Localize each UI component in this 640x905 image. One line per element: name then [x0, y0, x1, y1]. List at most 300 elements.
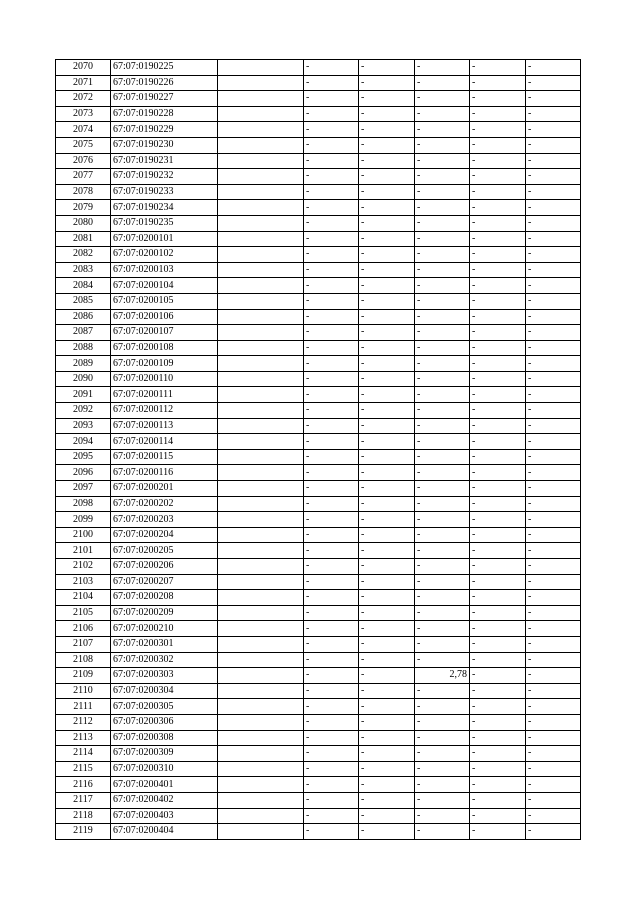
value-cell: - [526, 699, 581, 715]
value-cell: - [526, 387, 581, 403]
value-cell: - [415, 340, 470, 356]
row-number-cell: 2117 [56, 792, 111, 808]
value-cell: - [304, 325, 359, 341]
table-row [56, 808, 581, 824]
value-cell: - [359, 340, 415, 356]
value-cell: - [470, 683, 526, 699]
row-number-cell: 2092 [56, 403, 111, 419]
cadastral-number-cell: 67:07:0200303 [111, 668, 218, 684]
cadastral-number-cell: 67:07:0200208 [111, 590, 218, 606]
value-cell: - [470, 137, 526, 153]
table-row [56, 387, 581, 403]
cadastral-number-cell: 67:07:0200109 [111, 356, 218, 372]
value-cell: - [526, 730, 581, 746]
value-cell: - [470, 309, 526, 325]
value-cell: - [526, 683, 581, 699]
cadastral-number-cell: 67:07:0190227 [111, 91, 218, 107]
value-cell: - [304, 371, 359, 387]
cadastral-number-cell: 67:07:0200107 [111, 325, 218, 341]
value-cell: - [304, 543, 359, 559]
table-row [56, 60, 581, 76]
empty-cell [218, 574, 304, 590]
value-cell: - [359, 590, 415, 606]
value-cell: - [415, 574, 470, 590]
value-cell: - [415, 309, 470, 325]
value-cell: - [304, 496, 359, 512]
value-cell: - [415, 434, 470, 450]
table-row [56, 730, 581, 746]
cadastral-number-cell: 67:07:0200301 [111, 636, 218, 652]
value-cell: - [304, 309, 359, 325]
value-cell: - [470, 730, 526, 746]
empty-cell [218, 247, 304, 263]
value-cell: - [415, 683, 470, 699]
value-cell: - [526, 340, 581, 356]
value-cell: - [304, 434, 359, 450]
value-cell: - [359, 496, 415, 512]
table-row [56, 231, 581, 247]
row-number-cell: 2099 [56, 512, 111, 528]
value-cell: 2,78 [415, 668, 470, 684]
value-cell: - [415, 247, 470, 263]
value-cell: - [470, 590, 526, 606]
value-cell: - [415, 792, 470, 808]
value-cell: - [415, 262, 470, 278]
value-cell: - [304, 449, 359, 465]
value-cell: - [470, 636, 526, 652]
table-row [56, 792, 581, 808]
value-cell: - [526, 91, 581, 107]
value-cell: - [526, 200, 581, 216]
value-cell: - [304, 699, 359, 715]
table-row [56, 621, 581, 637]
value-cell: - [470, 652, 526, 668]
value-cell: - [526, 449, 581, 465]
row-number-cell: 2075 [56, 137, 111, 153]
value-cell: - [470, 215, 526, 231]
table-row [56, 418, 581, 434]
value-cell: - [526, 106, 581, 122]
value-cell: - [304, 559, 359, 575]
row-number-cell: 2071 [56, 75, 111, 91]
value-cell: - [415, 559, 470, 575]
cadastral-number-cell: 67:07:0190233 [111, 184, 218, 200]
empty-cell [218, 636, 304, 652]
row-number-cell: 2115 [56, 761, 111, 777]
table-row [56, 91, 581, 107]
value-cell: - [359, 262, 415, 278]
value-cell: - [359, 512, 415, 528]
table-row [56, 481, 581, 497]
cadastral-number-cell: 67:07:0200209 [111, 605, 218, 621]
cadastral-number-cell: 67:07:0190226 [111, 75, 218, 91]
value-cell: - [470, 434, 526, 450]
row-number-cell: 2078 [56, 184, 111, 200]
value-cell: - [304, 184, 359, 200]
empty-cell [218, 75, 304, 91]
value-cell: - [415, 590, 470, 606]
cadastral-number-cell: 67:07:0200205 [111, 543, 218, 559]
empty-cell [218, 340, 304, 356]
value-cell: - [304, 636, 359, 652]
value-cell: - [304, 730, 359, 746]
value-cell: - [359, 543, 415, 559]
value-cell: - [470, 247, 526, 263]
value-cell: - [470, 481, 526, 497]
cadastral-number-cell: 67:07:0200103 [111, 262, 218, 278]
value-cell: - [304, 808, 359, 824]
empty-cell [218, 371, 304, 387]
empty-cell [218, 481, 304, 497]
value-cell: - [359, 309, 415, 325]
value-cell: - [304, 60, 359, 76]
value-cell: - [304, 527, 359, 543]
value-cell: - [359, 730, 415, 746]
table-row [56, 761, 581, 777]
value-cell: - [304, 262, 359, 278]
value-cell: - [415, 200, 470, 216]
value-cell: - [526, 325, 581, 341]
value-cell: - [304, 75, 359, 91]
value-cell: - [470, 200, 526, 216]
table-row [56, 371, 581, 387]
value-cell: - [415, 636, 470, 652]
value-cell: - [359, 605, 415, 621]
value-cell: - [526, 309, 581, 325]
cadastral-number-cell: 67:07:0200202 [111, 496, 218, 512]
row-number-cell: 2100 [56, 527, 111, 543]
value-cell: - [415, 371, 470, 387]
value-cell: - [304, 481, 359, 497]
value-cell: - [526, 512, 581, 528]
value-cell: - [470, 527, 526, 543]
value-cell: - [526, 574, 581, 590]
row-number-cell: 2077 [56, 169, 111, 185]
value-cell: - [359, 465, 415, 481]
value-cell: - [359, 153, 415, 169]
value-cell: - [526, 621, 581, 637]
empty-cell [218, 169, 304, 185]
value-cell: - [470, 512, 526, 528]
empty-cell [218, 559, 304, 575]
table-row [56, 574, 581, 590]
cadastral-number-cell: 67:07:0200304 [111, 683, 218, 699]
table-row [56, 527, 581, 543]
value-cell: - [470, 761, 526, 777]
value-cell: - [304, 621, 359, 637]
value-cell: - [526, 122, 581, 138]
table-row [56, 122, 581, 138]
row-number-cell: 2074 [56, 122, 111, 138]
value-cell: - [470, 231, 526, 247]
value-cell: - [359, 215, 415, 231]
value-cell: - [415, 122, 470, 138]
table-row [56, 543, 581, 559]
table-row [56, 325, 581, 341]
value-cell: - [415, 169, 470, 185]
value-cell: - [526, 496, 581, 512]
cadastral-number-cell: 67:07:0200310 [111, 761, 218, 777]
value-cell: - [359, 683, 415, 699]
row-number-cell: 2111 [56, 699, 111, 715]
value-cell: - [359, 777, 415, 793]
cadastral-number-cell: 67:07:0200201 [111, 481, 218, 497]
empty-cell [218, 403, 304, 419]
value-cell: - [415, 714, 470, 730]
value-cell: - [415, 91, 470, 107]
value-cell: - [415, 449, 470, 465]
table-row [56, 590, 581, 606]
row-number-cell: 2105 [56, 605, 111, 621]
cadastral-number-cell: 67:07:0200116 [111, 465, 218, 481]
value-cell: - [470, 465, 526, 481]
row-number-cell: 2118 [56, 808, 111, 824]
value-cell: - [359, 636, 415, 652]
table-row [56, 184, 581, 200]
value-cell: - [415, 356, 470, 372]
value-cell: - [304, 465, 359, 481]
table-row [56, 559, 581, 575]
value-cell: - [470, 293, 526, 309]
value-cell: - [470, 387, 526, 403]
value-cell: - [526, 293, 581, 309]
value-cell: - [415, 403, 470, 419]
table-row [56, 153, 581, 169]
value-cell: - [359, 137, 415, 153]
row-number-cell: 2103 [56, 574, 111, 590]
value-cell: - [526, 559, 581, 575]
value-cell: - [526, 543, 581, 559]
value-cell: - [359, 60, 415, 76]
value-cell: - [526, 746, 581, 762]
value-cell: - [359, 371, 415, 387]
value-cell: - [359, 668, 415, 684]
value-cell: - [470, 403, 526, 419]
table-row [56, 309, 581, 325]
value-cell: - [359, 231, 415, 247]
value-cell: - [526, 153, 581, 169]
empty-cell [218, 543, 304, 559]
row-number-cell: 2110 [56, 683, 111, 699]
value-cell: - [415, 746, 470, 762]
value-cell: - [304, 590, 359, 606]
value-cell: - [359, 527, 415, 543]
cadastral-number-cell: 67:07:0200401 [111, 777, 218, 793]
row-number-cell: 2088 [56, 340, 111, 356]
row-number-cell: 2116 [56, 777, 111, 793]
value-cell: - [526, 605, 581, 621]
empty-cell [218, 730, 304, 746]
cadastral-number-cell: 67:07:0200113 [111, 418, 218, 434]
value-cell: - [359, 746, 415, 762]
value-cell: - [470, 746, 526, 762]
value-cell: - [304, 777, 359, 793]
value-cell: - [359, 652, 415, 668]
row-number-cell: 2081 [56, 231, 111, 247]
row-number-cell: 2073 [56, 106, 111, 122]
value-cell: - [304, 792, 359, 808]
value-cell: - [304, 247, 359, 263]
cadastral-number-cell: 67:07:0190232 [111, 169, 218, 185]
value-cell: - [304, 387, 359, 403]
value-cell: - [526, 808, 581, 824]
table-row [56, 75, 581, 91]
table-row [56, 247, 581, 263]
table-row [56, 668, 581, 684]
row-number-cell: 2106 [56, 621, 111, 637]
table-row [56, 683, 581, 699]
cadastral-number-cell: 67:07:0200207 [111, 574, 218, 590]
value-cell: - [526, 777, 581, 793]
row-number-cell: 2119 [56, 824, 111, 840]
value-cell: - [415, 621, 470, 637]
table-row [56, 496, 581, 512]
value-cell: - [470, 153, 526, 169]
value-cell: - [304, 403, 359, 419]
empty-cell [218, 590, 304, 606]
value-cell: - [304, 153, 359, 169]
cadastral-number-cell: 67:07:0200403 [111, 808, 218, 824]
value-cell: - [415, 808, 470, 824]
row-number-cell: 2109 [56, 668, 111, 684]
data-table [55, 59, 581, 840]
value-cell: - [304, 106, 359, 122]
empty-cell [218, 652, 304, 668]
value-cell: - [359, 387, 415, 403]
row-number-cell: 2104 [56, 590, 111, 606]
value-cell: - [470, 418, 526, 434]
empty-cell [218, 309, 304, 325]
table-row [56, 605, 581, 621]
value-cell: - [359, 824, 415, 840]
empty-cell [218, 714, 304, 730]
value-cell: - [415, 699, 470, 715]
value-cell: - [359, 91, 415, 107]
value-cell: - [359, 621, 415, 637]
table-row [56, 434, 581, 450]
table-row [56, 746, 581, 762]
value-cell: - [526, 761, 581, 777]
cadastral-number-cell: 67:07:0190229 [111, 122, 218, 138]
table-row [56, 636, 581, 652]
value-cell: - [359, 699, 415, 715]
value-cell: - [526, 465, 581, 481]
empty-cell [218, 621, 304, 637]
cadastral-number-cell: 67:07:0200108 [111, 340, 218, 356]
cadastral-number-cell: 67:07:0200101 [111, 231, 218, 247]
value-cell: - [415, 215, 470, 231]
row-number-cell: 2079 [56, 200, 111, 216]
cadastral-number-cell: 67:07:0200308 [111, 730, 218, 746]
row-number-cell: 2089 [56, 356, 111, 372]
value-cell: - [304, 293, 359, 309]
value-cell: - [304, 683, 359, 699]
value-cell: - [470, 714, 526, 730]
value-cell: - [304, 714, 359, 730]
value-cell: - [470, 559, 526, 575]
cadastral-number-cell: 67:07:0200110 [111, 371, 218, 387]
value-cell: - [526, 60, 581, 76]
value-cell: - [415, 184, 470, 200]
value-cell: - [470, 60, 526, 76]
value-cell: - [526, 184, 581, 200]
value-cell: - [359, 356, 415, 372]
value-cell: - [304, 652, 359, 668]
row-number-cell: 2097 [56, 481, 111, 497]
empty-cell [218, 434, 304, 450]
value-cell: - [304, 668, 359, 684]
value-cell: - [415, 325, 470, 341]
empty-cell [218, 215, 304, 231]
value-cell: - [470, 91, 526, 107]
row-number-cell: 2087 [56, 325, 111, 341]
value-cell: - [359, 75, 415, 91]
value-cell: - [470, 449, 526, 465]
row-number-cell: 2070 [56, 60, 111, 76]
value-cell: - [415, 106, 470, 122]
empty-cell [218, 777, 304, 793]
cadastral-number-cell: 67:07:0200115 [111, 449, 218, 465]
value-cell: - [359, 792, 415, 808]
value-cell: - [470, 371, 526, 387]
row-number-cell: 2102 [56, 559, 111, 575]
value-cell: - [526, 278, 581, 294]
value-cell: - [415, 231, 470, 247]
value-cell: - [470, 808, 526, 824]
row-number-cell: 2094 [56, 434, 111, 450]
cadastral-number-cell: 67:07:0200114 [111, 434, 218, 450]
empty-cell [218, 122, 304, 138]
table-row [56, 465, 581, 481]
value-cell: - [415, 293, 470, 309]
value-cell: - [304, 137, 359, 153]
table-row [56, 714, 581, 730]
value-cell: - [470, 496, 526, 512]
value-cell: - [470, 574, 526, 590]
row-number-cell: 2083 [56, 262, 111, 278]
cadastral-number-cell: 67:07:0200204 [111, 527, 218, 543]
value-cell: - [526, 215, 581, 231]
cadastral-number-cell: 67:07:0200102 [111, 247, 218, 263]
empty-cell [218, 153, 304, 169]
table-row [56, 200, 581, 216]
empty-cell [218, 824, 304, 840]
table-row [56, 356, 581, 372]
row-number-cell: 2080 [56, 215, 111, 231]
value-cell: - [470, 621, 526, 637]
row-number-cell: 2114 [56, 746, 111, 762]
value-cell: - [359, 106, 415, 122]
cadastral-number-cell: 67:07:0200112 [111, 403, 218, 419]
cadastral-number-cell: 67:07:0200305 [111, 699, 218, 715]
empty-cell [218, 418, 304, 434]
row-number-cell: 2085 [56, 293, 111, 309]
value-cell: - [304, 169, 359, 185]
row-number-cell: 2076 [56, 153, 111, 169]
value-cell: - [470, 325, 526, 341]
row-number-cell: 2101 [56, 543, 111, 559]
empty-cell [218, 60, 304, 76]
empty-cell [218, 184, 304, 200]
value-cell: - [304, 605, 359, 621]
value-cell: - [470, 605, 526, 621]
row-number-cell: 2098 [56, 496, 111, 512]
value-cell: - [415, 512, 470, 528]
value-cell: - [415, 543, 470, 559]
value-cell: - [526, 527, 581, 543]
value-cell: - [304, 418, 359, 434]
empty-cell [218, 137, 304, 153]
